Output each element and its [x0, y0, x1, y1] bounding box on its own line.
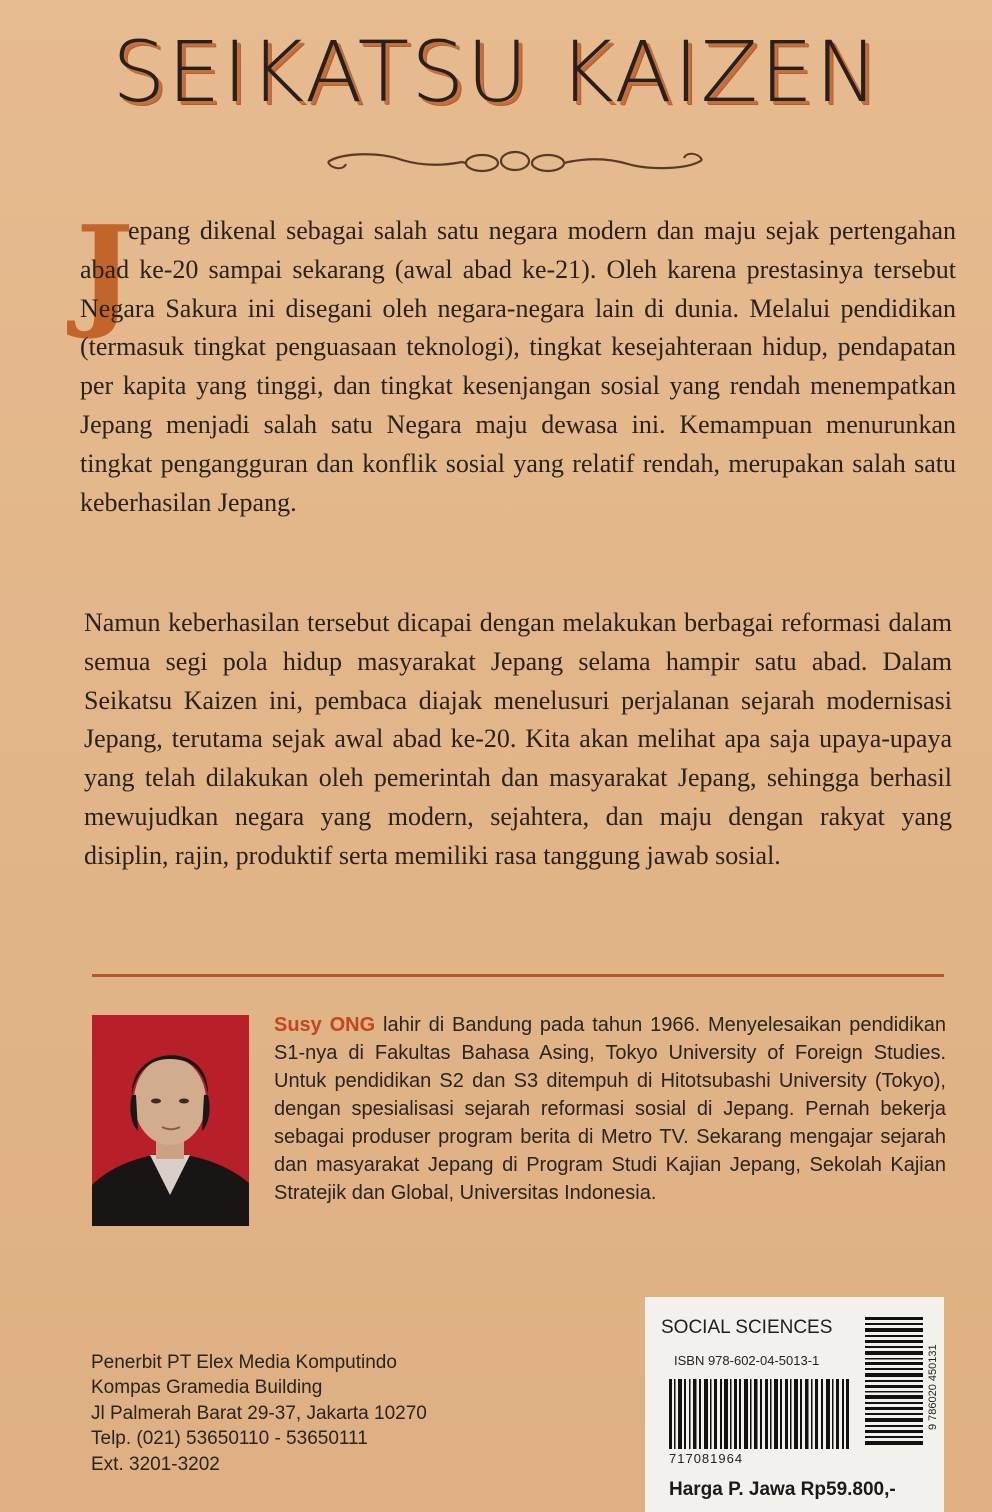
intro-paragraph: epang dikenal sebagai salah satu negara modern dan maju sejak pertengahan abad ke-20 sampai sekarang (awal abad ke-21). Oleh karena prestasinya tersebut Negara Sakura ini disegani oleh negara-negara lain di dunia. Melalui pendidikan (termasuk tingkat penguasaan teknologi), tingkat kesejahteraan hidup, pendapatan per kapita yang tinggi, dan tingkat kesenjangan sosial yang rendah menempatkan Jepang menjadi salah satu Negara maju dewasa ini. Kemampuan menurunkan tingkat pengangguran dan konflik sosial yang relatif rendah, merupakan salah satu keberhasilan Jepang.: [80, 216, 956, 517]
book-category: SOCIAL SCIENCES: [661, 1317, 833, 1338]
publisher-extension: Ext. 3201-3202: [91, 1453, 220, 1475]
author-bio: [274, 1011, 946, 1207]
author-bio-text: lahir di Bandung pada tahun 1966. Menyelesaikan pendidikan S1-nya di Fakultas Bahasa Asing, Tokyo University of Foreign Studies. Untuk pendidikan S2 dan S3 ditempuh di Hitotsubashi University (Tokyo), dengan spesialisasi sejarah reformasi sosial di Jepang. Pernah bekerja sebagai produser program berita di Metro TV. Sekarang mengajar sejarah dan masyarakat Jepang di Program Studi Kajian Jepang, Sekolah Kajian Stratejik dan Global, Universitas Indonesia.: [274, 1014, 946, 1204]
book-title: SEIKATSU KAIZEN: [112, 23, 880, 121]
drop-cap-letter: J: [76, 198, 134, 342]
section-divider: [92, 974, 944, 977]
publisher-address: Jl Palmerah Barat 29-37, Jakarta 10270: [91, 1402, 427, 1424]
barcode-image: [669, 1379, 849, 1449]
isbn-number: ISBN 978-602-04-5013-1: [674, 1353, 820, 1368]
author-name: Susy ONG: [274, 1014, 376, 1036]
ornament-divider: [322, 148, 708, 178]
book-price: Harga P. Jawa Rp59.800,-: [669, 1479, 896, 1500]
publisher-building: Kompas Gramedia Building: [91, 1377, 323, 1399]
publisher-info: [91, 1350, 511, 1477]
second-paragraph: Namun keberhasilan tersebut dicapai dengan melakukan berbagai reformasi dalam semua segi pola hidup masyarakat Jepang selama hampir satu abad. Dalam Seikatsu Kaizen ini, pembaca diajak menelusuri perjalanan sejarah modernisasi Jepang, terutama sejak awal abad ke-20. Kita akan melihat apa saja upaya-upaya yang telah dilakukan oleh pemerintah dan masyarakat Jepang, sehingga berhasil mewujudkan negara yang modern, sejahtera, dan maju dengan rakyat yang disiplin, rajin, produktif serta memiliki rasa tanggung jawab sosial.: [84, 608, 952, 870]
author-photo: [92, 1015, 249, 1226]
price-barcode-image: [865, 1317, 923, 1447]
barcode-vertical-number: 9 786020 450131: [927, 1344, 939, 1430]
barcode-digits: 717081964: [669, 1451, 744, 1466]
barcode-panel: [645, 1297, 944, 1512]
publisher-phone: Telp. (021) 53650110 - 53650111: [91, 1428, 368, 1450]
publisher-name: Penerbit PT Elex Media Komputindo: [91, 1352, 397, 1373]
